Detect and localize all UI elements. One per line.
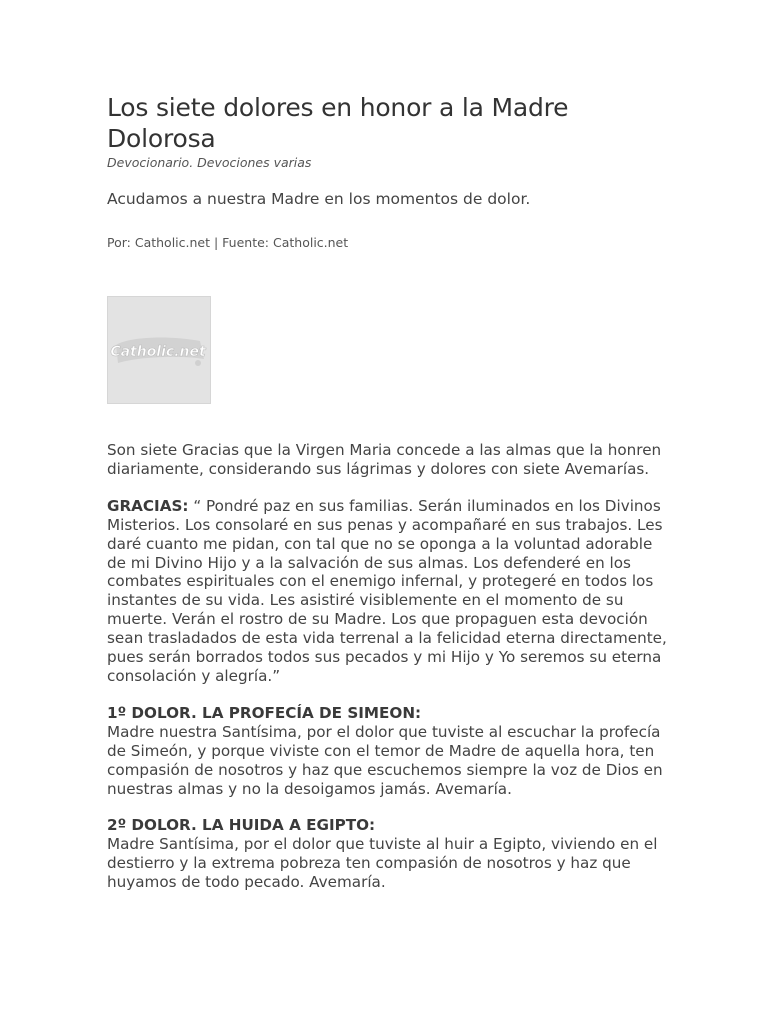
lead-text: Acudamos a nuestra Madre en los momentos de dolor.	[107, 190, 531, 208]
dolor-1-text: Madre nuestra Santísima, por el dolor que tuviste al escuchar la profecía de Simeón, y porque viviste con el temor de Madre de aquella hora, ten compasión de nosotros y haz que escuchemos siempre la voz de Dios en nuestras almas y no la desoigamos jamás. Avemaría.	[107, 722, 663, 798]
gracias-paragraph	[107, 497, 667, 686]
gracias-label: GRACIAS:	[107, 496, 189, 515]
page-title: Los siete dolores en honor a la Madre Dolorosa	[107, 93, 569, 153]
dolor-1-paragraph	[107, 704, 667, 799]
catholic-net-logo-icon	[108, 297, 210, 403]
article	[107, 92, 667, 892]
intro-paragraph: Son siete Gracias que la Virgen Maria concede a las almas que la honren diariamente, considerando sus lágrimas y dolores con siete Avemarías.	[107, 441, 662, 478]
catholic-net-logo-image	[107, 296, 211, 404]
gracias-text: “ Pondré paz en sus familias. Serán iluminados en los Divinos Misterios. Los consolaré en sus penas y acompañaré en sus trabajos. Les daré cuanto me pidan, con tal que no se oponga a la voluntad adorable de mi Divino Hijo y a la salvación de sus almas. Los defenderé en los combates espirituales con el enemigo infernal, y protegeré en todos los instantes de su vida. Les asistiré visiblemente en el momento de su muerte. Verán el rostro de su Madre. Los que propaguen esta devoción sean trasladados de esta vida terrenal a la felicidad eterna directamente, pues serán borrados todos sus pecados y mi Hijo y Yo seremos su eterna consolación y alegría.”	[107, 496, 667, 685]
dolor-2-paragraph	[107, 816, 667, 892]
dolor-1-heading: 1º DOLOR. LA PROFECÍA DE SIMEON:	[107, 703, 422, 722]
logo-text: Catholic.net	[110, 344, 206, 360]
dolor-2-heading: 2º DOLOR. LA HUIDA A EGIPTO:	[107, 816, 376, 835]
section-subtitle: Devocionario. Devociones varias	[107, 155, 312, 170]
dolor-2-text: Madre Santísima, por el dolor que tuviste al huir a Egipto, viviendo en el destierro y la extrema pobreza ten compasión de nosotros y haz que huyamos de todo pecado. Avemaría.	[107, 835, 658, 892]
byline: Por: Catholic.net | Fuente: Catholic.net	[107, 235, 349, 250]
